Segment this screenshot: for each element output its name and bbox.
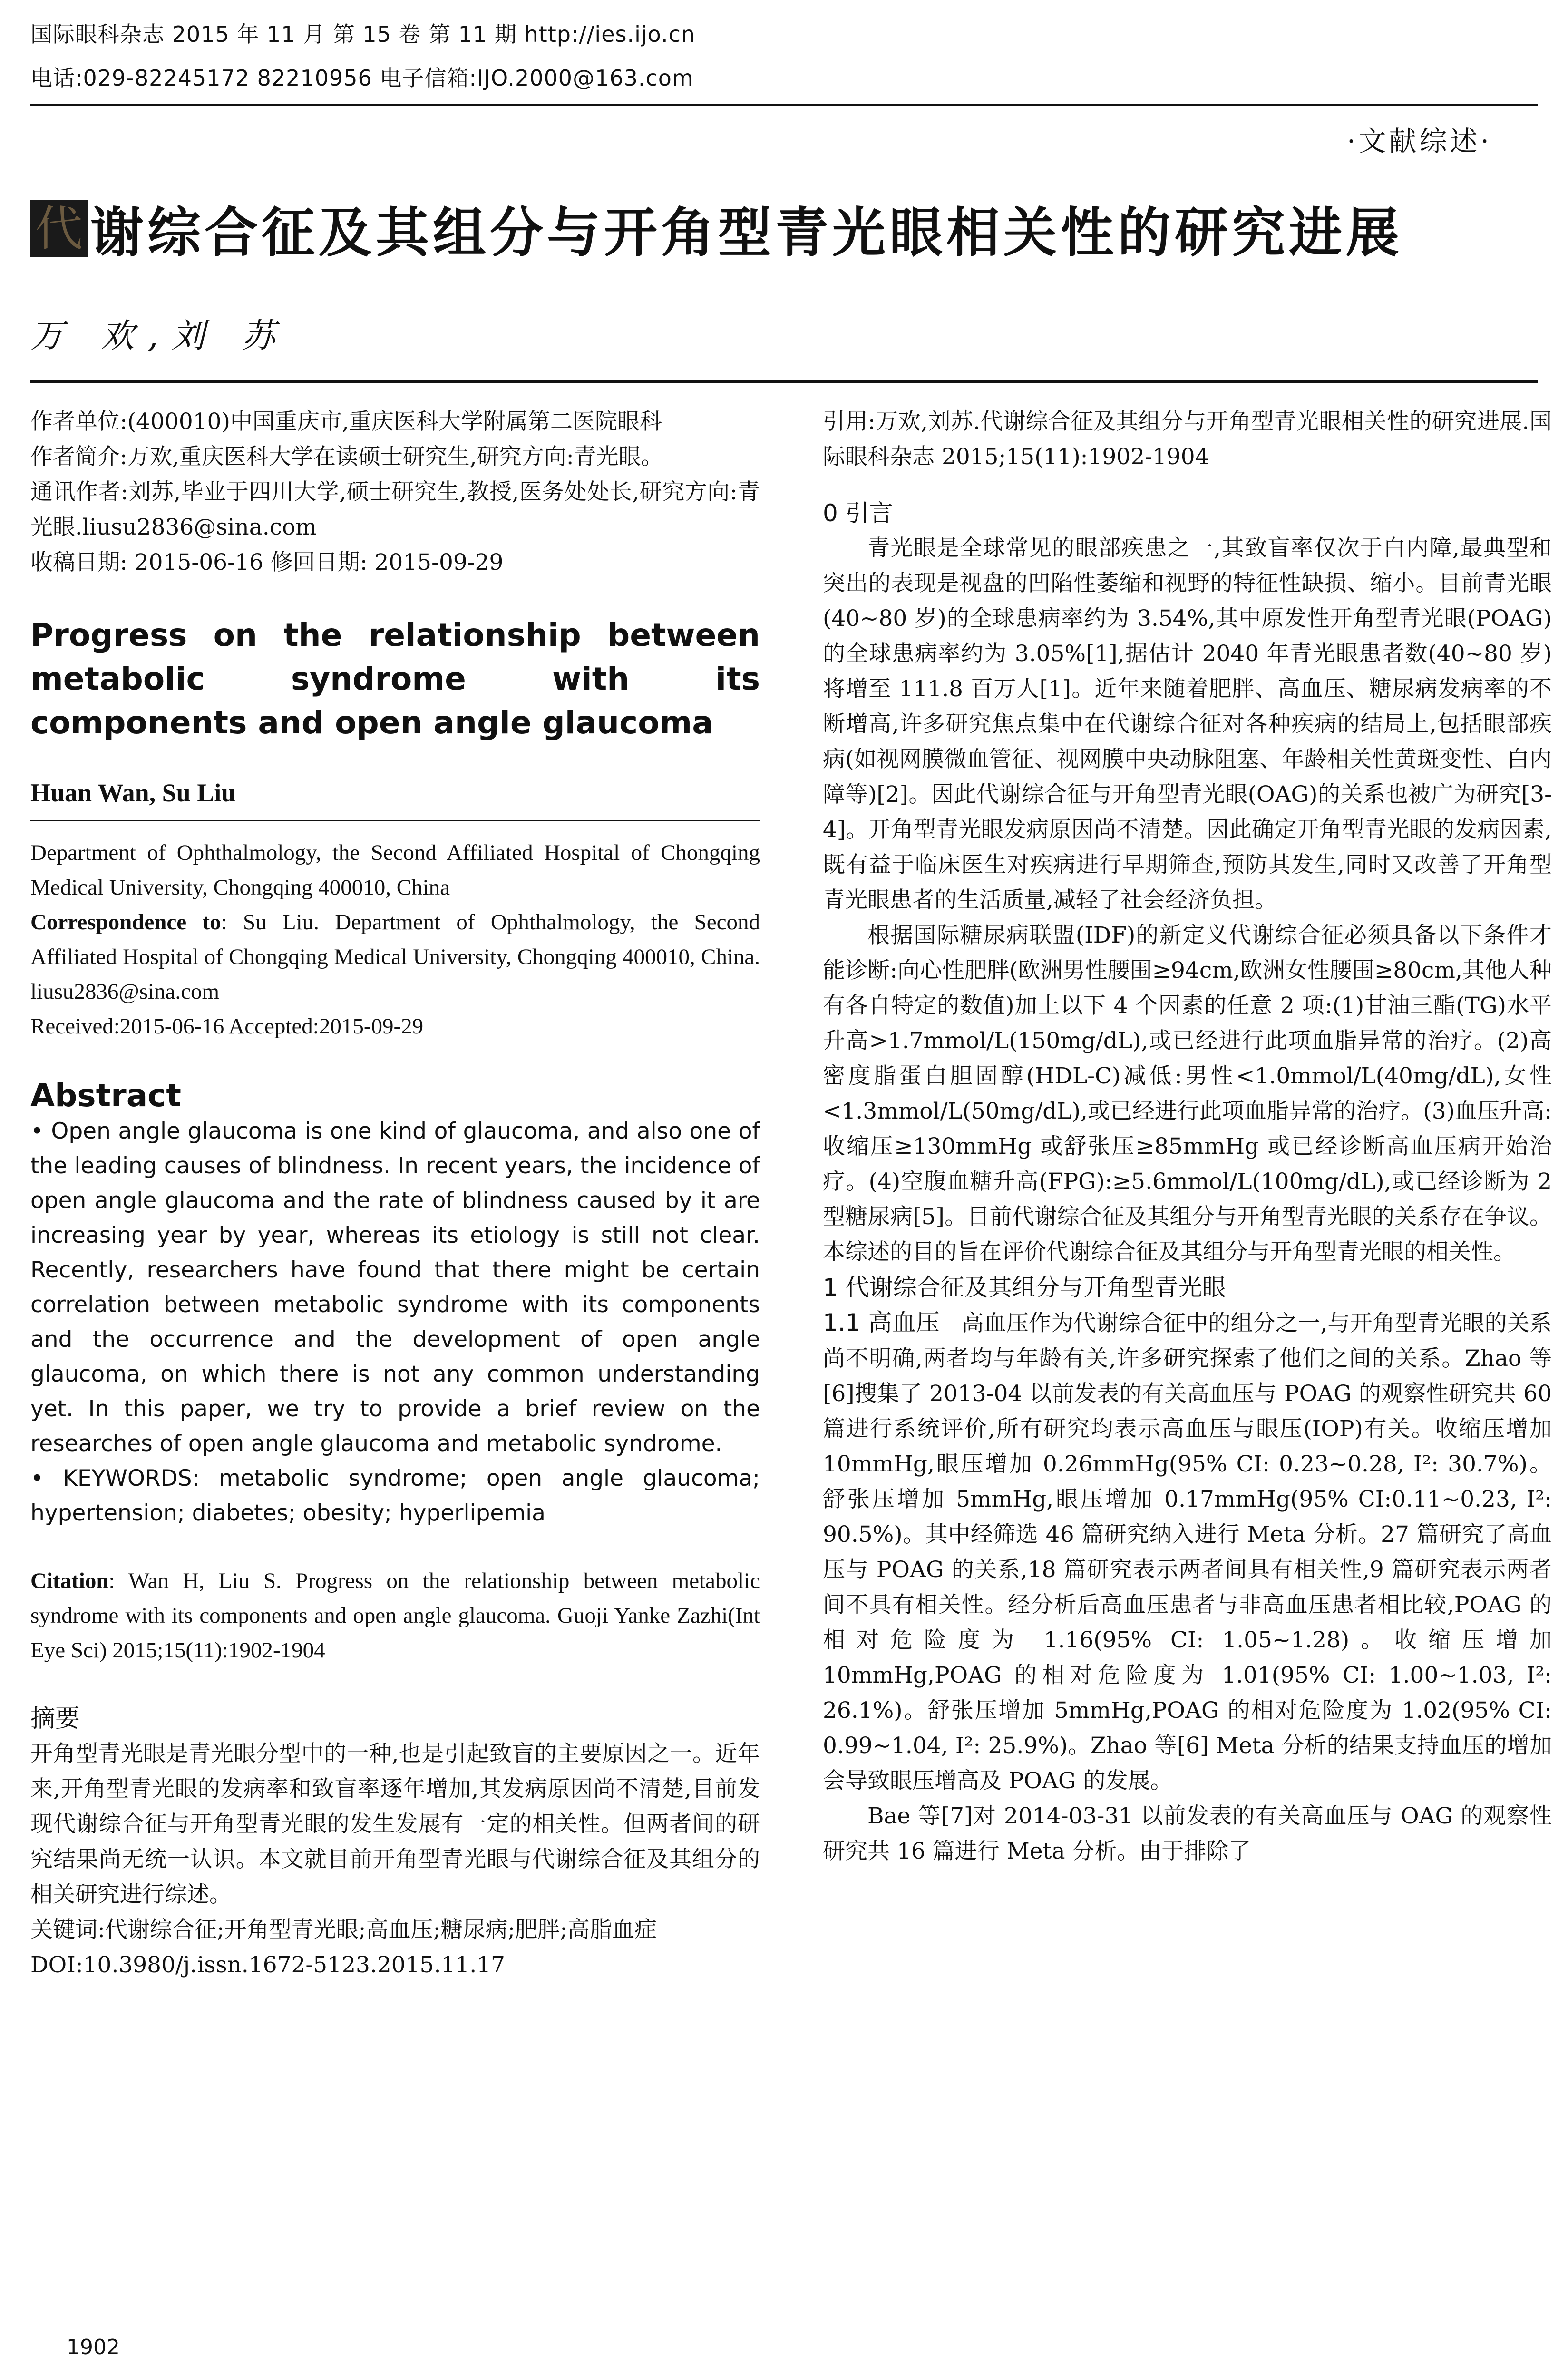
left-column [30,404,760,1983]
author-bio: 作者简介:万欢,重庆医科大学在读硕士研究生,研究方向:青光眼。 [30,444,663,470]
author-affiliation: 作者单位:(400010)中国重庆市,重庆医科大学附属第二医院眼科 [30,409,662,435]
header-rule [30,104,1538,106]
doi: DOI:10.3980/j.issn.1672-5123.2015.11.17 [30,1952,505,1978]
corresponding-author: 通讯作者:刘苏,毕业于四川大学,硕士研究生,教授,医务处处长,研究方向:青光眼.liusu2836@sina.com [30,479,760,540]
correspondence-label: Correspondence to [30,910,221,935]
title-drop-mark: 代 [30,200,88,257]
section-tag: ·文献综述· [1347,125,1492,157]
citation-text: : Wan H, Liu S. Progress on the relationship between metabolic syndrome with its components and open angle glaucoma. Guoji Yanke Zazhi(Int Eye Sci) 2015;15(11):1902-1904 [30,1568,760,1663]
english-received-dates: Received:2015-06-16 Accepted:2015-09-29 [30,1014,424,1039]
hypertension-text: 高血压作为代谢综合征中的组分之一,与开角型青光眼的关系尚不明确,两者均与年龄有关,许多研究探索了他们之间的关系。Zhao 等[6]搜集了 2013-04 以前发表的有关高血压与 POAG 的观察性研究共 60 篇进行系统评价,所有研究均表示高血压与眼压(IOP)有关。收缩压增加 10mmHg,眼压增加 0.26mmHg(95% CI: 0.23~0.28, I²: 30.7%)。舒张压增加 5mmHg,眼压增加 0.17mmHg(95% CI:0.11~0.23, I²: 90.5%)。其中经筛选 46 篇研究纳入进行 Meta 分析。27 篇研究了高血压与 POAG 的关系,18 篇研究表示两者间具有相关性,9 篇研究表示两者间不具有相关性。经分析后高血压患者与非高血压患者相比较,POAG 的相对危险度为 1.16(95% CI: 1.05~1.28)。收缩压增加 10mmHg,POAG 的相对危险度为 1.01(95% CI: 1.00~1.03, I²: 26.1%)。舒张压增加 5mmHg,POAG 的相对危险度为 1.02(95% CI: 0.99~1.04, I²: 25.9%)。Zhao 等[6] Meta 分析的结果支持血压的增加会导致眼压增高及 POAG 的发展。 [823,1310,1552,1794]
page-number: 1902 [67,2335,120,2359]
title-rule [30,380,1538,383]
intro-heading: 0 引言 [823,499,893,527]
article-title [30,190,1403,267]
abstract-heading: Abstract [30,1077,181,1114]
correspondence-text: : Su Liu. Department of Ophthalmology, the Second Affiliated Hospital of Chongqing Medical University, Chongqing 400010, China. liusu2836@sina.com [30,910,760,1004]
cn-abstract-heading: 摘要 [30,1705,80,1733]
intro-paragraph-1: 青光眼是全球常见的眼部疾患之一,其致盲率仅次于白内障,最典型和突出的表现是视盘的凹陷性萎缩和视野的特征性缺损、缩小。目前青光眼(40~80 岁)的全球患病率约为 3.54%,其中原发性开角型青光眼(POAG)的全球患病率约为 3.05%[1],据估计 2040 年青光眼患者数(40~80 岁)将增至 111.8 百万人[1]。近年来随着肥胖、高血压、糖尿病发病率的不断增高,许多研究焦点集中在代谢综合征对各种疾病的结局上,包括眼部疾病(如视网膜微血管征、视网膜中央动脉阻塞、年龄相关性黄斑变性、白内障等)[2]。因此代谢综合征与开角型青光眼(OAG)的关系也被广为研究[3-4]。开角型青光眼发病原因尚不清楚。因此确定开角型青光眼的发病因素,既有益于临床医生对疾病进行早期筛查,预防其发生,同时又改善了开角型青光眼患者的生活质量,减轻了社会经济负担。 [823,535,1552,913]
article-authors: 万 欢,刘 苏 [30,316,289,355]
abstract-text: • Open angle glaucoma is one kind of glaucoma, and also one of the leading causes of blindness. In recent years, the incidence of open angle glaucoma and the rate of blindness caused by it are increasing year by year, whereas its etiology is still not clear. Recently, researchers have found that there might be certain correlation between metabolic syndrome with its components and the occurrence and the development of open angle glaucoma, on which there is not any common understanding yet. In this paper, we try to provide a brief review on the researches of open angle glaucoma and metabolic syndrome. [30,1118,760,1457]
english-correspondence [30,905,760,1009]
english-keywords: • KEYWORDS: metabolic syndrome; open angle glaucoma; hypertension; diabetes; obesity; hyperlipemia [30,1465,760,1526]
citation-label: Citation [30,1568,109,1593]
cn-citation: 引用:万欢,刘苏.代谢综合征及其组分与开角型青光眼相关性的研究进展.国际眼科杂志 2015;15(11):1902-1904 [823,409,1552,470]
subsection-1-1-heading: 1.1 高血压 [823,1309,940,1336]
received-dates-cn: 收稿日期: 2015-06-16 修回日期: 2015-09-29 [30,549,504,575]
hypertension-paragraph [823,1305,1552,1799]
title-text: 谢综合征及其组分与开角型青光眼相关性的研究进展 [90,202,1403,264]
english-affiliation: Department of Ophthalmology, the Second Affiliated Hospital of Chongqing Medical University, Chongqing 400010, China [30,840,760,900]
journal-header-line2: 电话:029-82245172 82210956 电子信箱:IJO.2000@163.com [30,65,694,91]
english-authors-rule [30,820,760,821]
journal-header-line1: 国际眼科杂志 2015 年 11 月 第 15 卷 第 11 期 http://ies.ijo.cn [30,21,696,47]
cn-keywords: 关键词:代谢综合征;开角型青光眼;高血压;糖尿病;肥胖;高脂血症 [30,1917,657,1943]
english-authors: Huan Wan, Su Liu [30,779,236,807]
section-1-heading: 1 代谢综合征及其组分与开角型青光眼 [823,1274,1226,1301]
right-column [823,404,1552,1869]
english-citation [30,1564,760,1668]
bae-paragraph: Bae 等[7]对 2014-03-31 以前发表的有关高血压与 OAG 的观察性研究共 16 篇进行 Meta 分析。由于排除了 [823,1803,1552,1864]
intro-paragraph-2: 根据国际糖尿病联盟(IDF)的新定义代谢综合征必须具备以下条件才能诊断:向心性肥胖(欧洲男性腰围≥94cm,欧洲女性腰围≥80cm,其他人种有各自特定的数值)加上以下 4 个因素的任意 2 项:(1)甘油三酯(TG)水平升高>1.7mmol/L(150mg/dL),或已经进行此项血脂异常的治疗。(2)高密度脂蛋白胆固醇(HDL-C)减低:男性<1.0mmol/L(40mg/dL),女性<1.3mmol/L(50mg/dL),或已经进行此项血脂异常的治疗。(3)血压升高:收缩压≥130mmHg 或舒张压≥85mmHg 或已经诊断高血压病开始治疗。(4)空腹血糖升高(FPG):≥5.6mmol/L(100mg/dL),或已经诊断为 2 型糖尿病[5]。目前代谢综合征及其组分与开角型青光眼的关系存在争议。本综述的目的旨在评价代谢综合征及其组分与开角型青光眼的相关性。 [823,922,1552,1265]
english-title: Progress on the relationship between metabolic syndrome with its components and open angle glaucoma [30,617,760,741]
cn-abstract-text: 开角型青光眼是青光眼分型中的一种,也是引起致盲的主要原因之一。近年来,开角型青光眼的发病率和致盲率逐年增加,其发病原因尚不清楚,目前发现代谢综合征与开角型青光眼的发生发展有一定的相关性。但两者间的研究结果尚无统一认识。本文就目前开角型青光眼与代谢综合征及其组分的相关研究进行综述。 [30,1741,760,1908]
